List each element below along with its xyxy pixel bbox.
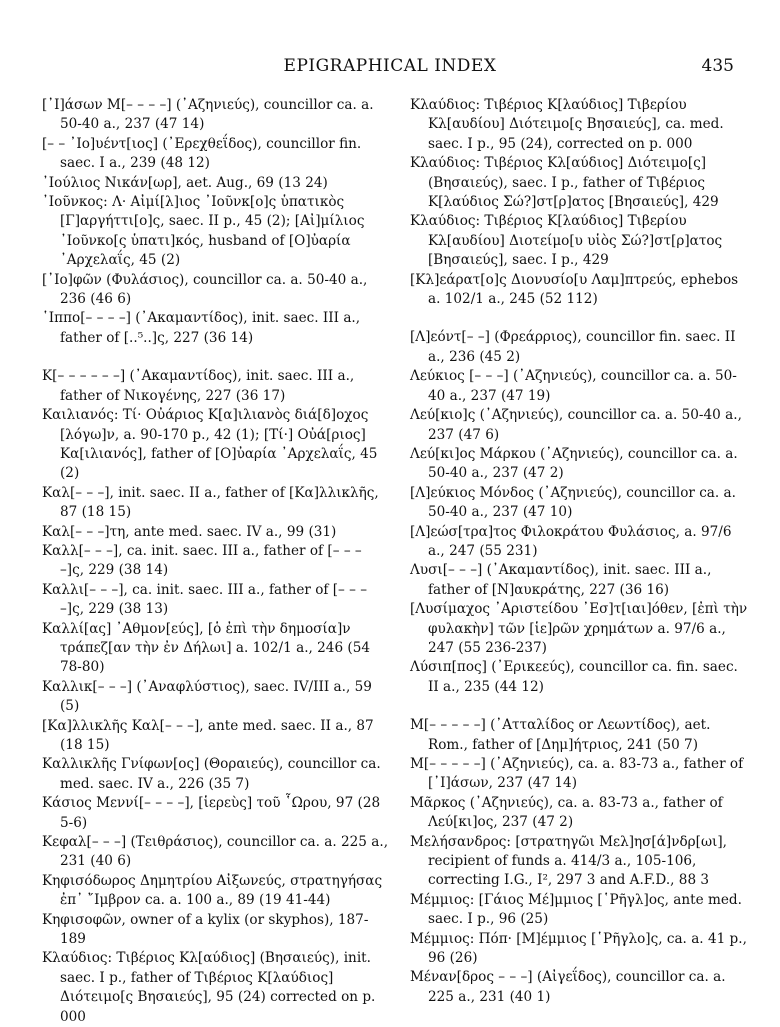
- left-column: [42, 96, 390, 1027]
- index-entry: Καλλι[– – –], ca. init. saec. III a., father of [– – – –]ς, 229 (38 13): [42, 581, 368, 618]
- index-entry: [᾽Ι]άσων Μ[– – – –] (᾽Αζηνιεύς), councillor ca. a. 50-40 a., 237 (47 14): [42, 97, 374, 133]
- index-entry: [Κα]λλικλῆς Καλ[– – –], ante med. saec. II a., 87 (18 15): [42, 717, 374, 753]
- index-entry: Καλ[– – –]τη, ante med. saec. IV a., 99 (31): [42, 523, 337, 540]
- index-entry: ᾽Ιούλιος Νικάν[ωρ], aet. Aug., 69 (13 24): [42, 174, 328, 191]
- index-entry: Κηφισόδωρος Δημητρίου Αἰξωνεύς, στρατηγήσας ἐπ᾽ ῎Ιμβρον ca. a. 100 a., 89 (19 41-44): [42, 872, 383, 909]
- index-entry: Καλλ[– – –], ca. init. saec. III a., father of [– – – –]ς, 229 (38 14): [42, 542, 362, 579]
- index-entry: Καιλιανός: Τί· Οὐάριος Κ[α]ιλιανὸς διά[δ]οχος [λόγω]ν, a. 90-170 p., 42 (1); [Τί·] Οὐά[ριος] Κα[ιλιανός], father of [Ο]ὐαρία ᾽Αρχελαΐς, 45 (2): [42, 407, 378, 482]
- section-gap: [410, 309, 748, 328]
- index-entry: Καλλικλῆς Γνίφων[ος] (Θοραιεύς), councillor ca. med. saec. IV a., 226 (35 7): [42, 756, 381, 792]
- index-entry: Κάσιος Μεννί[– – – –], [ἱερεὺς] τοῦ ῟Ωρου, 97 (28 5-6): [42, 795, 381, 831]
- page-number: 435: [701, 56, 734, 76]
- index-entry: Καλλί[ας] ᾽Αθμον[εύς], [ὁ ἐπὶ τὴν δημοσία]ν τράπεζ[αν τὴν ἐν Δήλωι] a. 102/1 a., 246 (54 78-80): [42, 620, 371, 676]
- index-entry: [Λυσίμαχος ᾽Αριστείδου ᾽Εσ]τ[ιαι]όθεν, [ἐπὶ τὴν φυλακὴν] τῶν [ἱε]ρῶν χρημάτων a. 97/6 a., 247 (55 236-237): [410, 601, 748, 656]
- index-entry: Λεύκιος [– – –] (᾽Αζηνιεύς), councillor ca. a. 50-40 a., 237 (47 19): [410, 368, 737, 404]
- index-entry: [Λ]εώσ[τρα]τος Φιλοκράτου Φυλάσιος, a. 97/6 a., 247 (55 231): [410, 523, 732, 559]
- index-entry: Λύσιπ[πος] (᾽Ερικεεύς), councillor ca. fin. saec. II a., 235 (44 12): [410, 659, 738, 695]
- index-entry: Μ[– – – – –] (᾽Αζηνιεύς), ca. a. 83-73 a., father of [᾽Ι]άσων, 237 (47 14): [410, 756, 744, 792]
- right-column: [410, 96, 748, 1007]
- index-entry: Καλ[– – –], init. saec. II a., father of [Κα]λλικλῆς, 87 (18 15): [42, 484, 379, 521]
- index-entry: Λεύ[κιο]ς (᾽Αζηνιεύς), councillor ca. a. 50-40 a., 237 (47 6): [410, 407, 742, 443]
- index-entry: [Λ]εόντ[– –] (Φρεάρριος), councillor fin. saec. II a., 236 (45 2): [410, 329, 736, 365]
- section-gap: [410, 697, 748, 716]
- index-entry: Κ[– – – – – –] (᾽Ακαμαντίδος), init. saec. III a., father of Νικογένης, 227 (36 17): [42, 368, 355, 404]
- index-entry: Μέμμιος: [Γάιος Μέ]μμιος [῾Ρῆγλ]ος, ante med. saec. I p., 96 (25): [410, 891, 742, 928]
- index-entry: Μέμμιος: Πόπ· [Μ]έμμιος [῾Ρῆγλο]ς, ca. a. 41 p., 96 (26): [410, 930, 747, 967]
- index-entry: ῾Ιππο[– – – –] (᾽Ακαμαντίδος), init. saec. III a., father of [..⁵..]ς, 227 (36 14): [42, 310, 361, 346]
- index-entry: Κλαύδιος: Τιβέριος Κλ[αύδιος] Διότειμο[ς] (Βησαιεύς), saec. I p., father of Τιβέριος Κ[λαύδιος Σώ?]στ[ρ]ατος [Βησαιεύς], 429: [410, 155, 719, 211]
- index-entry: Λεύ[κι]ος Μάρκου (᾽Αζηνιεύς), councillor ca. a. 50-40 a., 237 (47 2): [410, 445, 738, 482]
- page-header: [0, 56, 780, 86]
- index-entry: Κηφισοφῶν, owner of a kylix (or skyphos), 187-189: [42, 911, 369, 948]
- index-entry: [Κλ]εάρατ[ο]ς Διονυσίο[υ Λαμ]πτρεύς, ephebos a. 102/1 a., 245 (52 112): [410, 271, 739, 308]
- index-entry: [Λ]εύκιος Μόνδος (᾽Αζηνιεύς), councillor ca. a. 50-40 a., 237 (47 10): [410, 484, 736, 521]
- running-title: EPIGRAPHICAL INDEX: [283, 56, 497, 76]
- index-entry: Κλαύδιος: Τιβέριος Κ[λαύδιος] Τιβερίου Κλ[αυδίου] Διοτείμο[υ υἱὸς Σώ?]στ[ρ]ατος [Βησαιεύς], saec. I p., 429: [410, 213, 723, 269]
- index-entry: Μελήσανδρος: [στρατηγῶι Μελ]ησ[ά]νδρ[ωι], recipient of funds a. 414/3 a., 105-106, correcting I.G., I², 297 3 and A.F.D., 88 3: [410, 833, 727, 889]
- index-entry: Λυσι[– – –] (᾽Ακαμαντίδος), init. saec. III a., father of [Ν]αυκράτης, 227 (36 16): [410, 562, 712, 598]
- index-entry: ᾽Ιοῦνκος: Λ· Αἰμί[λ]ιος ᾽Ιοῦνκ[ο]ς ὑπατικὸς [Γ]αργήττι[ο]ς, saec. II p., 45 (2); [Αἰ]μίλιος ᾽Ιοῦνκο[ς ὑπατι]κός, husband of [Ο]ὐαρία ᾽Αρχελαΐς, 45 (2): [42, 194, 365, 269]
- index-entry: Καλλικ[– – –] (᾽Αναφλύστιος), saec. IV/III a., 59 (5): [42, 678, 372, 715]
- index-entry: Κεφαλ[– – –] (Τειθράσιος), councillor ca. a. 225 a., 231 (40 6): [42, 834, 389, 870]
- index-entry: [᾽Ιο]φῶν (Φυλάσιος), councillor ca. a. 50-40 a., 236 (46 6): [42, 271, 368, 308]
- index-entry: Μέναν[δρος – – –] (Αἰγεΐδος), councillor ca. a. 225 a., 231 (40 1): [410, 969, 726, 1005]
- index-entry: [– – ᾽Ιο]υέντ[ιος] (᾽Ερεχθεΐδος), councillor fin. saec. I a., 239 (48 12): [42, 135, 362, 172]
- index-entry: Μ[– – – – –] (᾽Ατταλίδος or Λεωντίδος), aet. Rom., father of [Δημ]ήτριος, 241 (50 7): [410, 717, 711, 753]
- index-entry: Μᾶρκος (᾽Αζηνιεύς), ca. a. 83-73 a., father of Λεύ[κι]ος, 237 (47 2): [410, 794, 723, 831]
- index-entry: Κλαύδιος: Τιβέριος Κλ[αύδιος] (Βησαιεύς), init. saec. I p., father of Τιβέριος Κ[λαύδιος] Διότειμο[ς Βησαιεύς], 95 (24) corrected on p. 000: [42, 950, 376, 1025]
- section-gap: [42, 348, 390, 367]
- index-entry: Κλαύδιος: Τιβέριος Κ[λαύδιος] Τιβερίου Κλ[αυδίου] Διότειμο[ς Βησαιεύς], ca. med. saec. I p., 95 (24), corrected on p. 000: [410, 97, 724, 152]
